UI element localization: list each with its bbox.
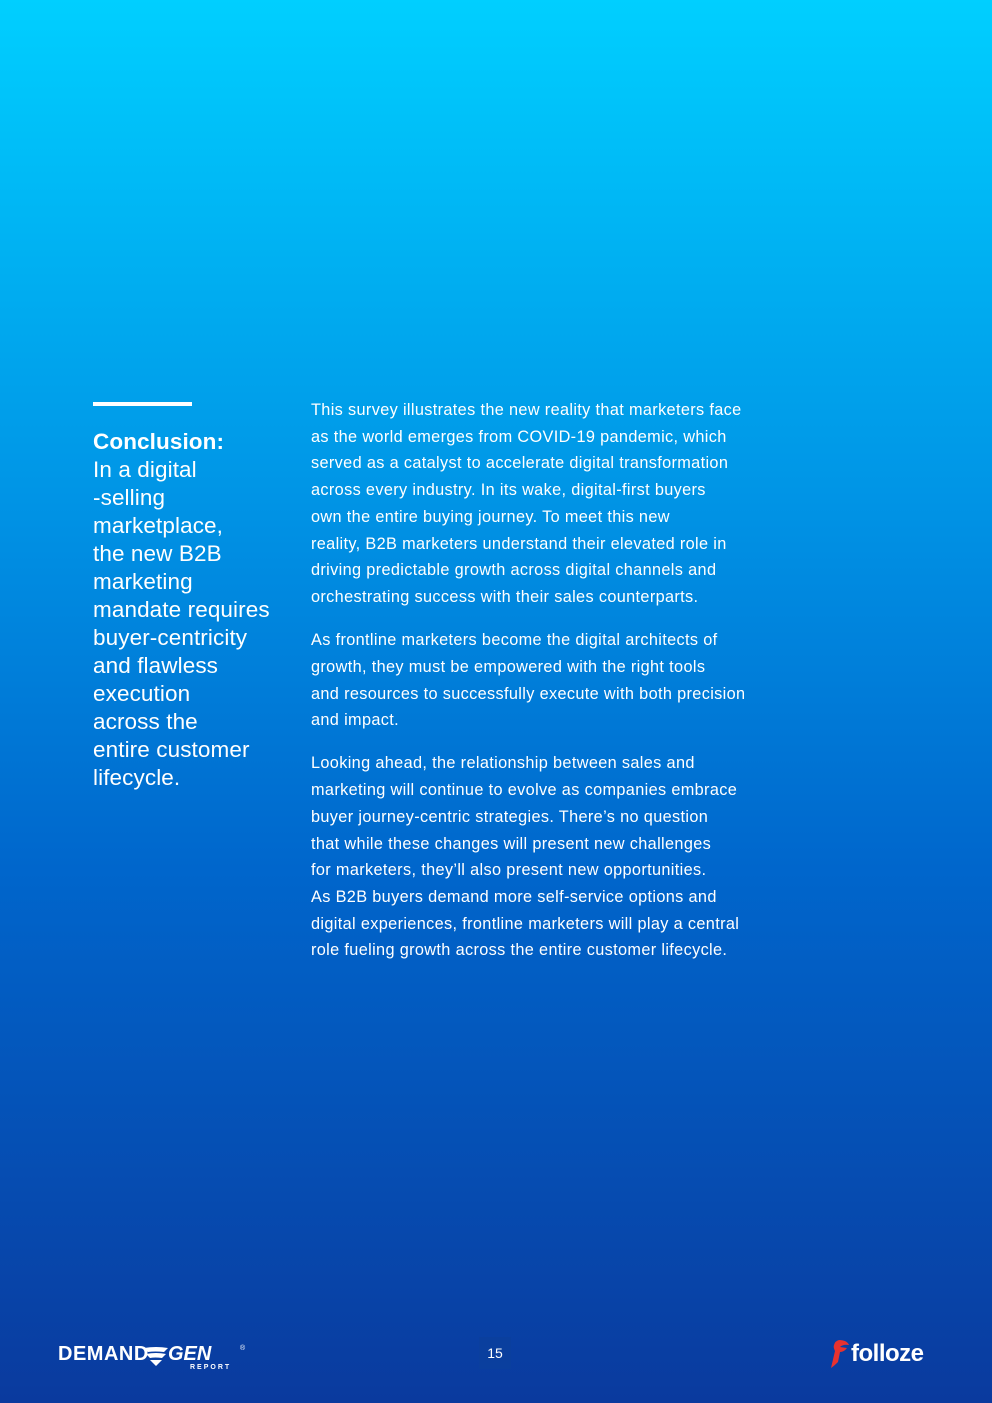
conclusion-heading: Conclusion: [93, 429, 225, 454]
demand-gen-logo-sub: REPORT [190, 1364, 232, 1371]
accent-rule [93, 402, 192, 406]
body-paragraph-2: As frontline marketers become the digital architects of growth, they must be empowered with the right tools and resources to successfully execute with both precision and impact. [311, 631, 746, 730]
demand-gen-report-logo [58, 1340, 258, 1372]
folloze-wordmark: folloze [851, 1340, 924, 1367]
demand-gen-logo-word-demand: DEMAND [58, 1343, 149, 1365]
demand-gen-logo-mark: ® [240, 1345, 246, 1352]
page-number: 15 [479, 1337, 511, 1369]
demand-gen-logo-word-gen: GEN [168, 1343, 212, 1365]
body-paragraph-1: This survey illustrates the new reality that marketers face as the world emerges from COVID-19 pandemic, which served as a catalyst to accelerate digital transformation across every industry. In its wake, digital-first buyers own the entire buying journey. To meet this new reality, B2B marketers understand their elevated role in driving predictable growth across digital channels and orchestrating success with their sales counterparts. [311, 401, 742, 606]
folloze-flame-icon [831, 1340, 849, 1368]
conclusion-callout [93, 428, 293, 792]
body-text [311, 397, 811, 981]
conclusion-statement: In a digital -selling marketplace, the new B2B marketing mandate requires buyer-centricity and flawless execution across the entire customer lifecycle. [93, 457, 270, 790]
body-paragraph-3: Looking ahead, the relationship between sales and marketing will continue to evolve as companies embrace buyer journey-centric strategies. There’s no question that while these changes will present new challenges for marketers, they’ll also present new opportunities. As B2B buyers demand more self-service options and digital experiences, frontline marketers will play a central role fueling growth across the entire customer lifecycle. [311, 754, 740, 960]
folloze-logo [828, 1336, 938, 1372]
